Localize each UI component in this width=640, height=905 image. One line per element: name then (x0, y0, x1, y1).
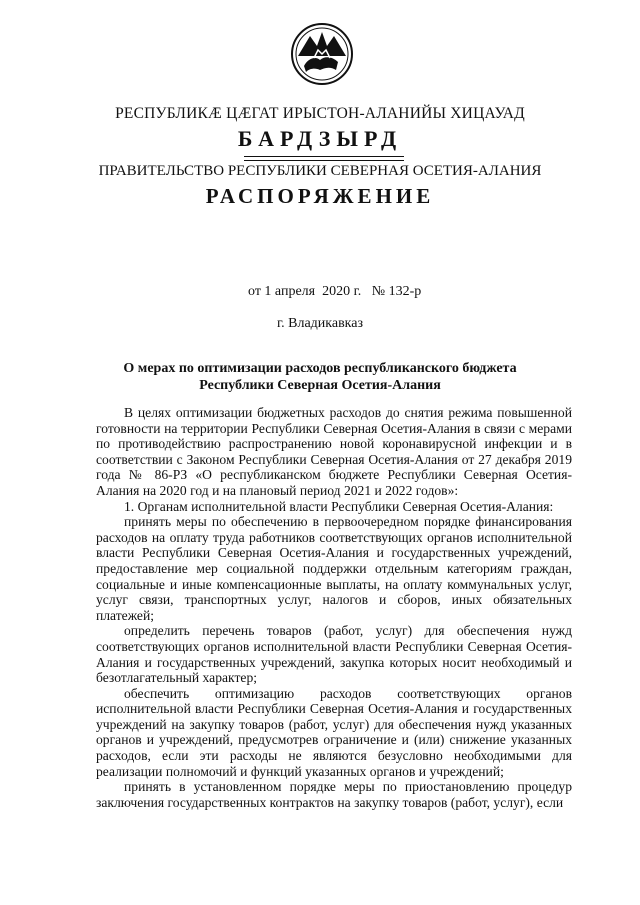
paragraph: 1. Органам исполнительной власти Республики Северная Осетия-Алания: (124, 498, 554, 514)
city: г. Владикавказ (276, 316, 364, 331)
paragraph: обеспечить оптимизацию расходов соответствующих органов исполнительной власти Республики Северная Осетия-Алания и государственных учреждений на закупку товаров (работ, услуг) для обеспечения нужд указанных органов и учреждений, предусмотрев ограничение и (или) снижение указанных расходов, если эти расходы не являются безусловно необходимыми для реализации полномочий и функций указанных органов и учреждений; (96, 685, 572, 779)
document-title (0, 360, 640, 394)
paragraph: В целях оптимизации бюджетных расходов до снятия режима повышенной готовности на территории Республики Северная Осетия-Алания в связи с мерами по противодействию распространению новой коронавирусной инфекции и в соответствии с Законом Республики Северная Осетия-Алания от 27 декабря 2019 года № 86-РЗ «О республиканском бюджете Республики Северная Осетия-Алания на 2020 год и на плановый период 2021 и 2022 годов»: (96, 405, 572, 498)
coat-of-arms-emblem (290, 22, 354, 86)
document-title-line: Республики Северная Осетия-Алания (199, 378, 441, 393)
russian-government-line: ПРАВИТЕЛЬСТВО РЕСПУБЛИКИ СЕВЕРНАЯ ОСЕТИЯ-АЛАНИЯ (98, 163, 542, 179)
header-divider (244, 156, 404, 157)
header-divider (244, 160, 404, 161)
russian-document-type: РАСПОРЯЖЕНИЕ (205, 184, 435, 208)
paragraph: определить перечень товаров (работ, услуг) для обеспечения нужд соответствующих органов исполнительной власти Республики Северная Осетия-Алания и государственных учреждений, закупка которых носит необходимый и безотлагательный характер; (96, 623, 572, 686)
date-and-number: от 1 апреля 2020 г. № 132-р (248, 284, 422, 299)
document-title-line: О мерах по оптимизации расходов республиканского бюджета (123, 361, 517, 376)
paragraph: принять меры по обеспечению в первоочередном порядке финансирования расходов на оплату труда работников соответствующих органов исполнительной власти Республики Северная Осетия-Алания и государственных учреждений, предоставление мер социальной поддержки отдельным категориям граждан, социальные и иные компенсационные выплаты, на оплату коммунальных услуг, услуг связи, транспортных услуг, налогов и сборов, иных обязательных платежей; (96, 514, 572, 623)
document-body (96, 405, 572, 810)
ossetian-government-line: РЕСПУБЛИКӔ ЦӔГАТ ИРЫСТОН-АЛАНИЙЫ ХИЦАУАД (115, 105, 525, 122)
ossetian-document-type: БАРДЗЫРД (237, 126, 403, 151)
paragraph: принять в установленном порядке меры по приостановлению процедур заключения государственных контрактов на закупку товаров (работ, услуг), если (96, 779, 572, 810)
